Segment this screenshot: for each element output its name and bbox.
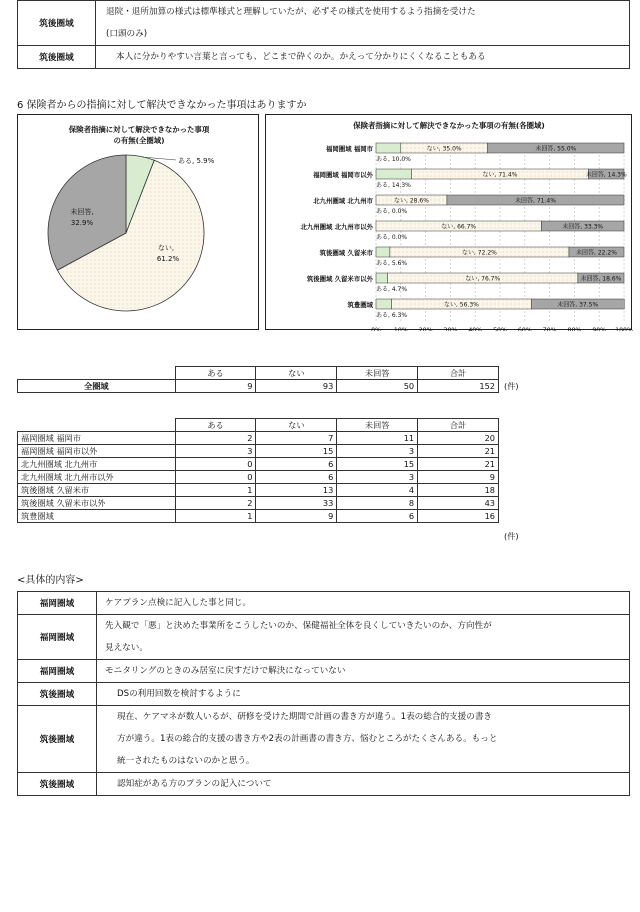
bar-data-label-mikaito: 未回答, 71.4% bbox=[515, 197, 556, 205]
top-comment-table bbox=[17, 0, 630, 69]
value-cell: 1 bbox=[175, 510, 256, 523]
column-header: 合計 bbox=[418, 367, 499, 380]
content-line: 認知症がある方のプランの記入について bbox=[117, 779, 272, 789]
table-row bbox=[18, 660, 630, 683]
value-cell: 2 bbox=[175, 497, 256, 510]
bar-segment-aru bbox=[376, 169, 411, 179]
content-line: 方が違う。1表の総合的支援の書き方や2表の計画書の書き方、悩むところがたくさんある。もっと bbox=[117, 734, 498, 744]
bar-category-label: 筑豊圏域 bbox=[347, 301, 373, 309]
content-cell bbox=[97, 706, 630, 773]
value-cell: 15 bbox=[256, 445, 337, 458]
bar-title: 保険者指摘に対して解決できなかった事項の有無(各圏域) bbox=[353, 121, 545, 130]
pie-chart bbox=[17, 114, 259, 330]
bar-data-label-mikaito: 未回答, 14.3% bbox=[585, 171, 627, 179]
value-cell: 13 bbox=[256, 484, 337, 497]
value-cell: 43 bbox=[418, 497, 499, 510]
bar-tick-label: 100% bbox=[615, 327, 633, 331]
bar-segment-aru bbox=[376, 247, 390, 257]
bar-category-label: 筑後圏域 久留米市以外 bbox=[306, 275, 373, 283]
bar-data-label-aru: ある, 14.3% bbox=[376, 182, 411, 189]
value-cell: 20 bbox=[418, 432, 499, 445]
blank-cell bbox=[18, 367, 176, 380]
value-cell: 15 bbox=[337, 458, 418, 471]
pie-chart-svg bbox=[18, 115, 260, 331]
detail-table bbox=[17, 418, 499, 523]
content-cell bbox=[97, 773, 630, 796]
bar-tick-label: 90% bbox=[592, 327, 607, 331]
content-cell bbox=[97, 615, 630, 660]
content-line: 先入観で「悪」と決めた事業所をこうしたいのか、保健福祉全体を良くしていきたいのか、方向性が bbox=[105, 621, 492, 631]
bar-tick-label: 10% bbox=[393, 327, 408, 331]
bar-data-label-nai: ない, 72.2% bbox=[461, 249, 497, 257]
concrete-content-table bbox=[17, 591, 630, 796]
bar-data-label-aru: ある, 0.0% bbox=[376, 234, 408, 241]
detail-unit-label: (件) bbox=[504, 531, 519, 541]
bar-segment-aru bbox=[376, 299, 392, 309]
row-label: 福岡圏域 福岡市 bbox=[18, 432, 176, 445]
content-line: DSの利用回数を検討するように bbox=[117, 689, 241, 699]
table-row bbox=[18, 773, 630, 796]
content-line: モニタリングのときのみ居室に戻すだけで解決になっていない bbox=[105, 666, 346, 676]
bar-data-label-aru: ある, 4.7% bbox=[376, 286, 408, 293]
table-header-row bbox=[18, 419, 499, 432]
bar-data-label-nai: ない, 71.4% bbox=[482, 171, 518, 179]
area-cell: 福岡圏域 bbox=[18, 592, 97, 615]
value-cell: 9 bbox=[175, 380, 256, 393]
comment-cell bbox=[96, 1, 630, 46]
value-cell: 6 bbox=[256, 458, 337, 471]
table-row bbox=[18, 1, 630, 46]
table-row bbox=[18, 683, 630, 706]
row-label: 全圏域 bbox=[18, 380, 176, 393]
value-cell: 2 bbox=[175, 432, 256, 445]
area-cell: 筑後圏域 bbox=[18, 773, 97, 796]
value-cell: 93 bbox=[256, 380, 337, 393]
pie-label-mikaito-line-2: 32.9% bbox=[70, 219, 94, 227]
bar-segment-aru bbox=[376, 143, 401, 153]
value-cell: 9 bbox=[256, 510, 337, 523]
content-line: 現在、ケアマネが数人いるが、研修を受けた期間で計画の書き方が違う。1表の総合的支援の書き bbox=[117, 712, 493, 722]
bar-category-label: 福岡圏域 福岡市以外 bbox=[313, 171, 373, 179]
bar-tick-label: 30% bbox=[443, 327, 458, 331]
section-heading: 6 保険者からの指摘に対して解決できなかった事項はありますか bbox=[17, 100, 307, 111]
bar-chart bbox=[265, 114, 632, 330]
area-cell: 筑後圏域 bbox=[18, 706, 97, 773]
comment-cell bbox=[96, 46, 630, 69]
value-cell: 11 bbox=[337, 432, 418, 445]
column-header: 未回答 bbox=[337, 419, 418, 432]
pie-label-aru: ある, 5.9% bbox=[178, 157, 215, 165]
table-row bbox=[18, 706, 630, 773]
column-header: ない bbox=[256, 419, 337, 432]
blank-cell bbox=[18, 419, 176, 432]
area-cell: 筑後圏域 bbox=[18, 1, 96, 46]
value-cell: 6 bbox=[337, 510, 418, 523]
bar-data-label-nai: ない, 56.3% bbox=[443, 301, 479, 309]
value-cell: 33 bbox=[256, 497, 337, 510]
value-cell: 16 bbox=[418, 510, 499, 523]
bar-tick-label: 40% bbox=[468, 327, 483, 331]
content-line: 統一されたものはないのかと思う。 bbox=[117, 756, 255, 766]
value-cell: 18 bbox=[418, 484, 499, 497]
bar-data-label-aru: ある, 5.6% bbox=[376, 260, 408, 267]
table-row bbox=[18, 615, 630, 660]
table-row bbox=[18, 471, 499, 484]
bar-data-label-mikaito: 未回答, 18.6% bbox=[580, 275, 622, 283]
content-line: 見えない。 bbox=[105, 643, 148, 653]
row-label: 筑後圏域 久留米市以外 bbox=[18, 497, 176, 510]
bar-segment-aru bbox=[376, 273, 388, 283]
value-cell: 9 bbox=[418, 471, 499, 484]
bar-category-label: 北九州圏域 北九州市 bbox=[313, 197, 373, 205]
column-header: 合計 bbox=[418, 419, 499, 432]
content-cell bbox=[97, 660, 630, 683]
value-cell: 8 bbox=[337, 497, 418, 510]
value-cell: 4 bbox=[337, 484, 418, 497]
column-header: 未回答 bbox=[337, 367, 418, 380]
concrete-heading: <具体的内容> bbox=[17, 575, 84, 586]
comment-line: 本人に分かりやすい言葉と言っても、どこまで砕くのか。かえって分かりにくくなることもある bbox=[116, 52, 486, 62]
bar-tick-label: 50% bbox=[493, 327, 507, 331]
comment-line: (口頭のみ) bbox=[106, 29, 148, 39]
comment-line: 退院・退所加算の様式は標準様式と理解していたが、必ずその様式を使用するよう指摘を受けた bbox=[106, 7, 476, 17]
bar-category-label: 筑後圏域 久留米市 bbox=[319, 249, 373, 257]
area-cell: 筑後圏域 bbox=[18, 683, 97, 706]
bar-data-label-mikaito: 未回答, 22.2% bbox=[576, 249, 617, 257]
pie-label-mikaito-line-1: 未回答, bbox=[70, 208, 94, 216]
row-label: 北九州圏域 北九州市 bbox=[18, 458, 176, 471]
content-line: ケアプラン点検に記入した事と同じ。 bbox=[105, 598, 252, 608]
value-cell: 3 bbox=[337, 471, 418, 484]
area-cell: 福岡圏域 bbox=[18, 660, 97, 683]
table-row bbox=[18, 445, 499, 458]
value-cell: 0 bbox=[175, 471, 256, 484]
table-row bbox=[18, 380, 499, 393]
bar-data-label-nai: ない, 35.0% bbox=[426, 145, 462, 153]
bar-data-label-nai: ない, 28.6% bbox=[394, 197, 429, 205]
bar-chart-svg bbox=[266, 115, 633, 331]
value-cell: 3 bbox=[175, 445, 256, 458]
table-row bbox=[18, 484, 499, 497]
row-label: 筑豊圏域 bbox=[18, 510, 176, 523]
bar-data-label-nai: ない, 66.7% bbox=[441, 223, 477, 231]
table-row bbox=[18, 497, 499, 510]
value-cell: 1 bbox=[175, 484, 256, 497]
bar-tick-label: 0% bbox=[371, 327, 381, 331]
content-cell bbox=[97, 683, 630, 706]
table-row bbox=[18, 592, 630, 615]
value-cell: 50 bbox=[337, 380, 418, 393]
bar-tick-label: 20% bbox=[418, 327, 433, 331]
bar-data-label-nai: ない, 76.7% bbox=[465, 275, 501, 283]
table-row bbox=[18, 432, 499, 445]
column-header: ある bbox=[175, 367, 256, 380]
pie-title-line-1: 保険者指摘に対して解決できなかった事項 bbox=[68, 125, 210, 134]
bar-category-label: 北九州圏域 北九州市以外 bbox=[300, 223, 373, 231]
area-cell: 筑後圏域 bbox=[18, 46, 96, 69]
table-header-row bbox=[18, 367, 499, 380]
table-row bbox=[18, 510, 499, 523]
value-cell: 7 bbox=[256, 432, 337, 445]
bar-tick-label: 70% bbox=[542, 327, 557, 331]
content-cell bbox=[97, 592, 630, 615]
summary-unit-label: (件) bbox=[504, 381, 519, 391]
value-cell: 152 bbox=[418, 380, 499, 393]
table-row bbox=[18, 46, 630, 69]
area-cell: 福岡圏域 bbox=[18, 615, 97, 660]
bar-data-label-aru: ある, 10.0% bbox=[376, 156, 411, 163]
row-label: 福岡圏域 福岡市以外 bbox=[18, 445, 176, 458]
summary-table bbox=[17, 366, 499, 393]
bar-tick-label: 60% bbox=[517, 327, 532, 331]
column-header: ある bbox=[175, 419, 256, 432]
table-row bbox=[18, 458, 499, 471]
bar-tick-label: 80% bbox=[567, 327, 582, 331]
bar-data-label-mikaito: 未回答, 55.0% bbox=[535, 145, 577, 153]
pie-label-nai-line-2: 61.2% bbox=[156, 255, 180, 263]
bar-data-label-mikaito: 未回答, 33.3% bbox=[562, 223, 604, 231]
bar-data-label-aru: ある, 0.0% bbox=[376, 208, 408, 215]
value-cell: 21 bbox=[418, 445, 499, 458]
bar-data-label-mikaito: 未回答, 37.5% bbox=[557, 301, 599, 309]
bar-data-label-aru: ある, 6.3% bbox=[376, 312, 408, 319]
pie-title-line-2: の有無(全圏域) bbox=[113, 136, 165, 145]
row-label: 北九州圏域 北九州市以外 bbox=[18, 471, 176, 484]
value-cell: 0 bbox=[175, 458, 256, 471]
row-label: 筑後圏域 久留米市 bbox=[18, 484, 176, 497]
column-header: ない bbox=[256, 367, 337, 380]
bar-category-label: 福岡圏域 福岡市 bbox=[326, 145, 373, 153]
value-cell: 6 bbox=[256, 471, 337, 484]
pie-label-nai-line-1: ない, bbox=[157, 244, 175, 252]
value-cell: 3 bbox=[337, 445, 418, 458]
value-cell: 21 bbox=[418, 458, 499, 471]
